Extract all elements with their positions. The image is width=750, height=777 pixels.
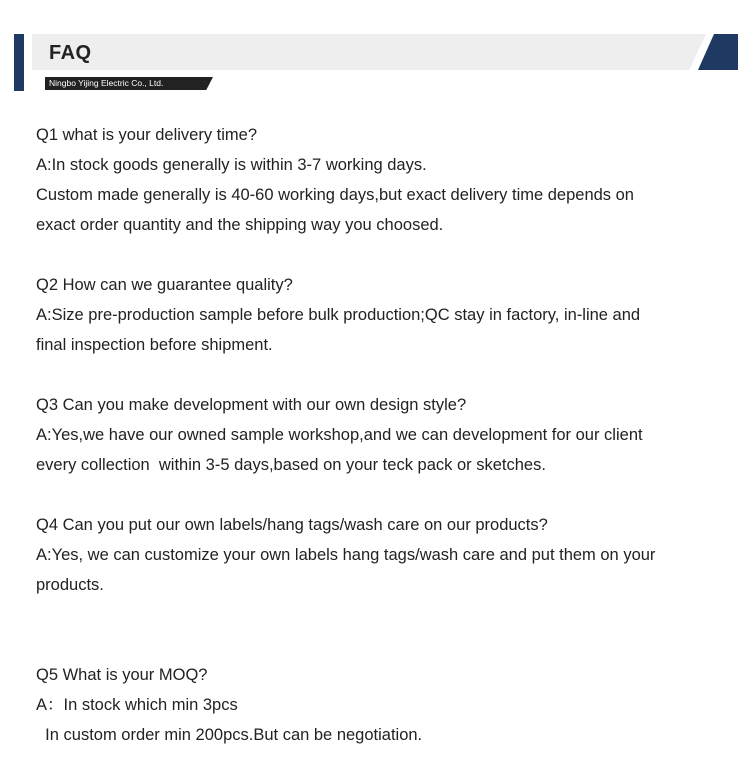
faq-answer-4-line-1: A:Yes, we can customize your own labels hang tags/wash care and put them on your [36,546,656,564]
faq-answer-2-line-1: A:Size pre-production sample before bulk production;QC stay in factory, in-line and [36,306,641,324]
page-title: FAQ [49,42,92,64]
faq-answer-1-line-1: A:In stock goods generally is within 3-7 working days. [36,156,427,174]
faq-header [0,0,750,100]
faq-answer-2-line-2: final inspection before shipment. [36,336,273,354]
header-accent-bar [14,34,24,91]
header-corner-decoration [698,34,738,70]
faq-answer-1-line-3: exact order quantity and the shipping way you choosed. [36,216,444,234]
faq-answer-1-line-2: Custom made generally is 40-60 working days,but exact delivery time depends on [36,186,634,204]
faq-answer-5-line-1: A：In stock which min 3pcs [36,696,238,714]
faq-answer-3-line-2: every collection within 3-5 days,based on your teck pack or sketches. [36,456,546,474]
faq-question-5: Q5 What is your MOQ? [36,666,208,684]
faq-question-1: Q1 what is your delivery time? [36,126,258,144]
faq-question-2: Q2 How can we guarantee quality? [36,276,293,294]
header-title-band [32,34,706,70]
faq-answer-5-line-2: In custom order min 200pcs.But can be negotiation. [36,726,423,744]
faq-question-4: Q4 Can you put our own labels/hang tags/wash care on our products? [36,516,548,534]
company-name: Ningbo Yijing Electric Co., Ltd. [49,78,164,88]
faq-answer-3-line-1: A:Yes,we have our owned sample workshop,and we can development for our client [36,426,643,444]
faq-question-3: Q3 Can you make development with our own design style? [36,396,467,414]
faq-answer-4-line-2: products. [36,576,104,594]
